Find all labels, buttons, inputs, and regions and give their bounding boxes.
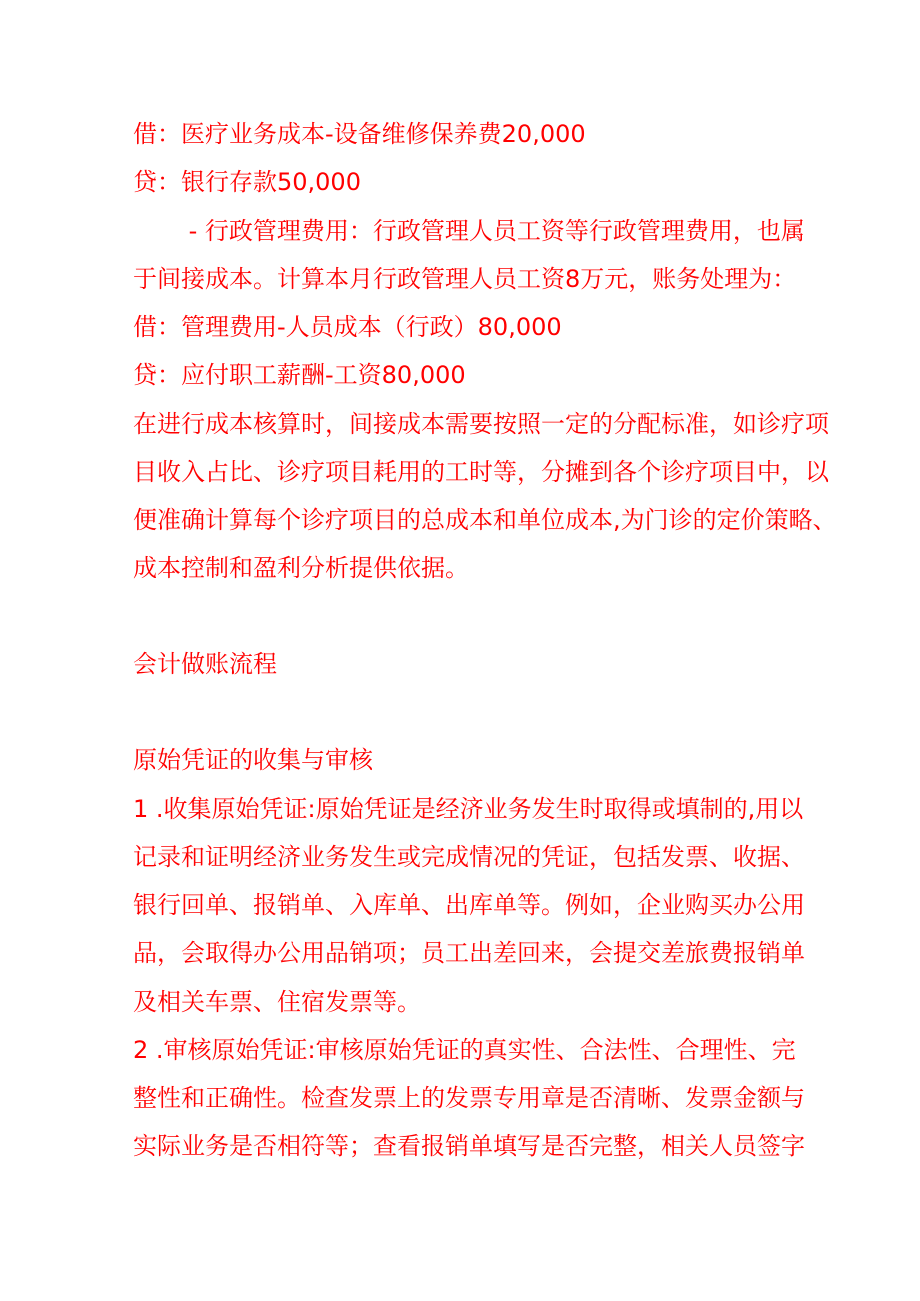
text-line: 银行回单、报销单、入库单、出库单等。例如，企业购买办公用	[133, 891, 805, 919]
text-line: 借：管理费用-人员成本（行政）80,000	[133, 313, 562, 341]
text-line: - 行政管理费用：行政管理人员工资等行政管理费用，也属	[133, 217, 805, 245]
text-line: 贷：银行存款50,000	[133, 168, 361, 196]
text-line: 1 .收集原始凭证:原始凭证是经济业务发生时取得或填制的,用以	[133, 795, 804, 823]
text-line: 及相关车票、住宿发票等。	[133, 988, 421, 1016]
subsection-heading: 原始凭证的收集与审核	[133, 746, 373, 774]
text-line: 品，会取得办公用品销项；员工出差回来，会提交差旅费报销单	[133, 939, 805, 967]
text-line: 2 .审核原始凭证:审核原始凭证的真实性、合法性、合理性、完	[133, 1036, 796, 1064]
text-line: 贷：应付职工薪酬-工资80,000	[133, 361, 466, 389]
text-line: 于间接成本。计算本月行政管理人员工资8万元，账务处理为：	[133, 265, 797, 293]
text-line: 整性和正确性。检查发票上的发票专用章是否清晰、发票金额与	[133, 1084, 805, 1112]
text-line: 在进行成本核算时，间接成本需要按照一定的分配标准，如诊疗项	[133, 410, 829, 438]
text-line: 借：医疗业务成本-设备维修保养费20,000	[133, 120, 586, 148]
text-line: 记录和证明经济业务发生或完成情况的凭证，包括发票、收据、	[133, 843, 805, 871]
text-line: 目收入占比、诊疗项目耗用的工时等，分摊到各个诊疗项目中，以	[133, 458, 829, 486]
text-line: 实际业务是否相符等；查看报销单填写是否完整，相关人员签字	[133, 1132, 805, 1160]
text-line: 便准确计算每个诊疗项目的总成本和单位成本,为门诊的定价策略、	[133, 506, 837, 534]
text-line: 成本控制和盈利分析提供依据。	[133, 554, 469, 582]
section-heading: 会计做账流程	[133, 650, 277, 678]
